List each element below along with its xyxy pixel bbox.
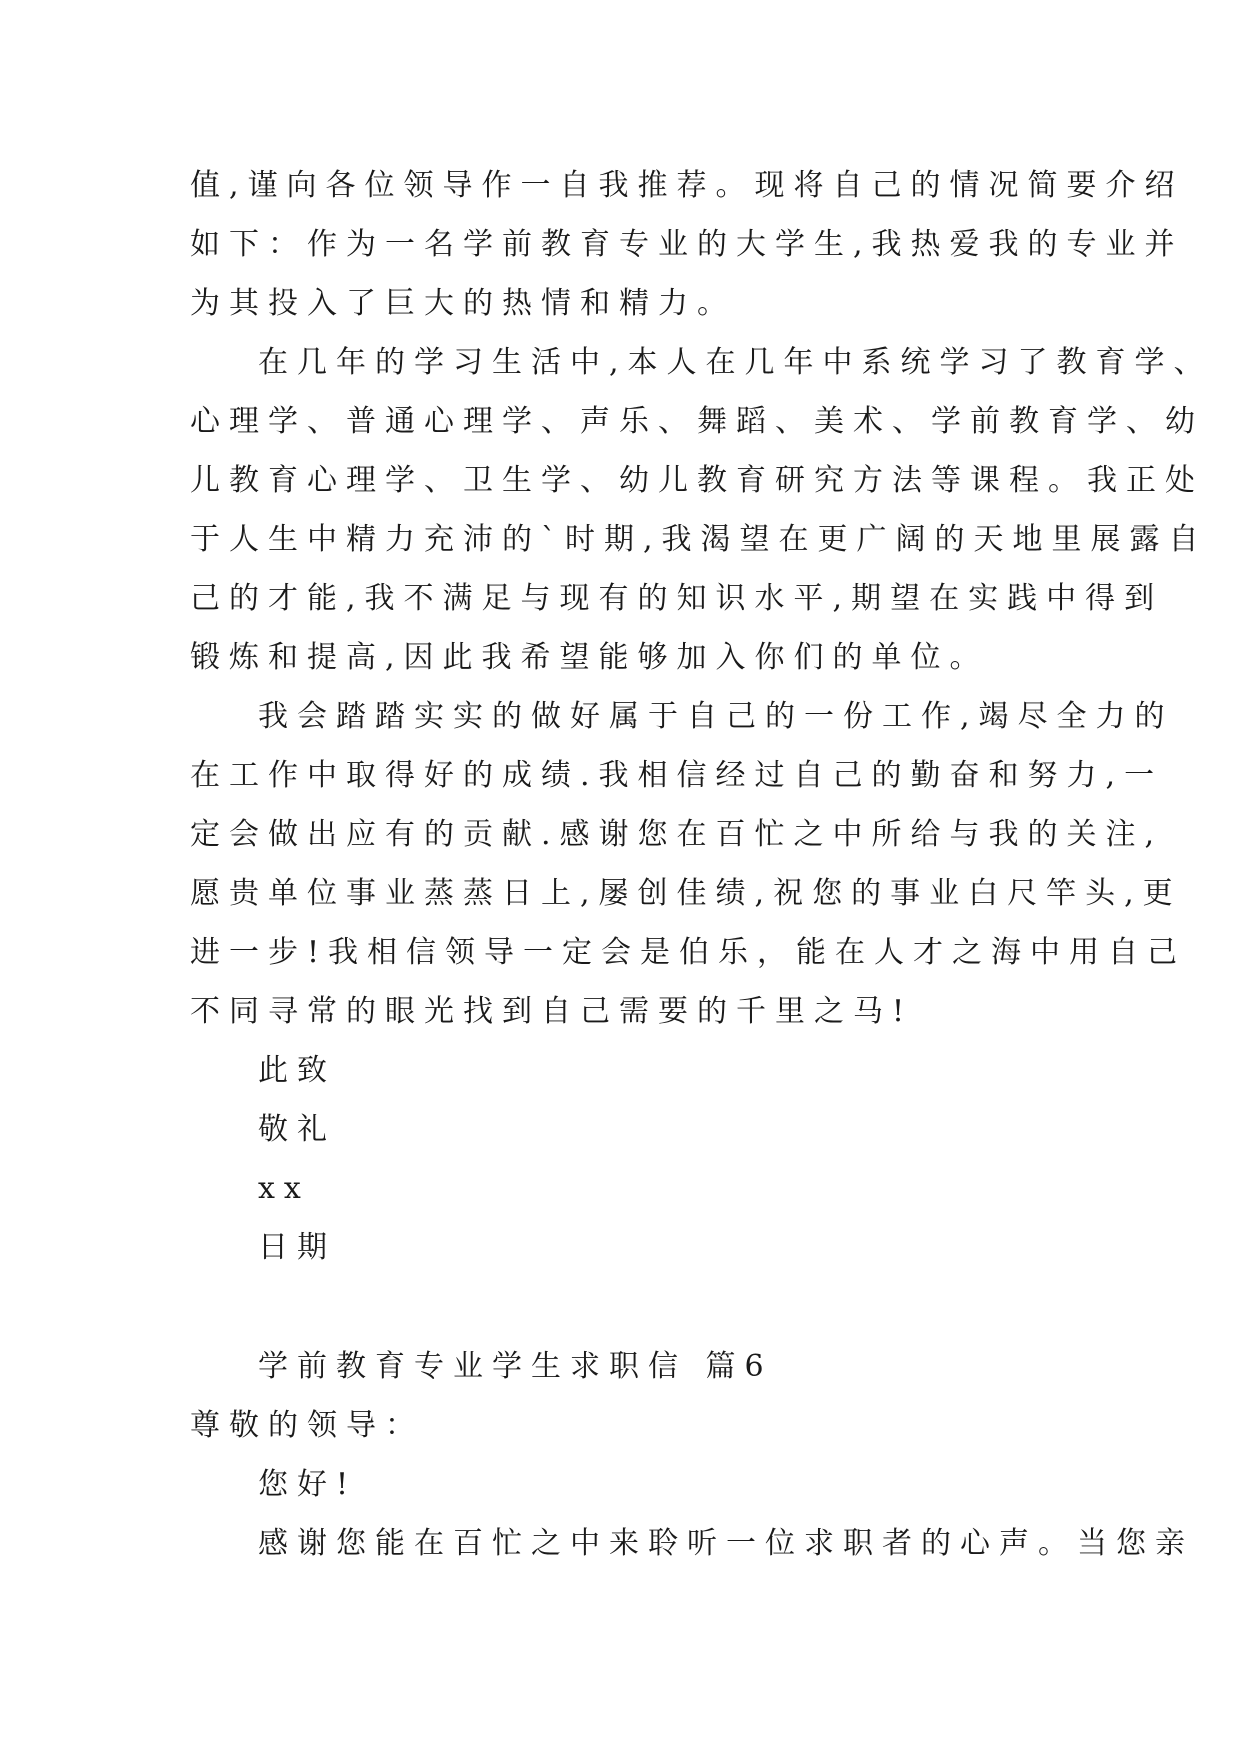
body-line: 为其投入了巨大的热情和精力。 [190, 286, 736, 321]
body-line: 进一步!我相信领导一定会是伯乐，能在人才之海中用自己 [190, 935, 1187, 970]
body-line: 儿教育心理学、卫生学、幼儿教育研究方法等课程。我正处 [190, 463, 1204, 498]
body-line: 锻炼和提高,因此我希望能够加入你们的单位。 [190, 640, 989, 675]
closing-salutation: 此致 [258, 1053, 336, 1088]
body-line: 愿贵单位事业蒸蒸日上,屡创佳绩,祝您的事业白尺竿头,更 [190, 876, 1182, 911]
body-line: 如下：作为一名学前教育专业的大学生,我热爱我的专业并 [190, 227, 1184, 262]
paragraph-first-line: 在几年的学习生活中,本人在几年中系统学习了教育学、 [258, 345, 1213, 380]
body-line: 于人生中精力充沛的`时期,我渴望在更广阔的天地里展露自 [190, 522, 1208, 557]
body-line: 心理学、普通心理学、声乐、舞蹈、美术、学前教育学、幼 [190, 404, 1204, 439]
paragraph-first-line: 我会踏踏实实的做好属于自己的一份工作,竭尽全力的 [258, 699, 1174, 734]
signature-name: xx [258, 1171, 310, 1206]
signature-date: 日期 [258, 1230, 336, 1265]
paragraph-first-line: 感谢您能在百忙之中来聆听一位求职者的心声。当您亲 [258, 1526, 1194, 1561]
body-line: 不同寻常的眼光找到自己需要的千里之马! [190, 994, 914, 1029]
closing-regards: 敬礼 [258, 1112, 336, 1147]
section-heading: 学前教育专业学生求职信 篇6 [258, 1349, 773, 1384]
letter-salutation: 尊敬的领导： [190, 1408, 424, 1443]
body-line: 己的才能,我不满足与现有的知识水平,期望在实践中得到 [190, 581, 1164, 616]
body-line: 定会做出应有的贡献.感谢您在百忙之中所给与我的关注, [190, 817, 1164, 852]
body-line: 在工作中取得好的成绩.我相信经过自己的勤奋和努力,一 [190, 758, 1164, 793]
body-line: 值,谨向各位领导作一自我推荐。现将自己的情况简要介绍 [190, 168, 1184, 203]
greeting: 您好! [258, 1467, 358, 1502]
